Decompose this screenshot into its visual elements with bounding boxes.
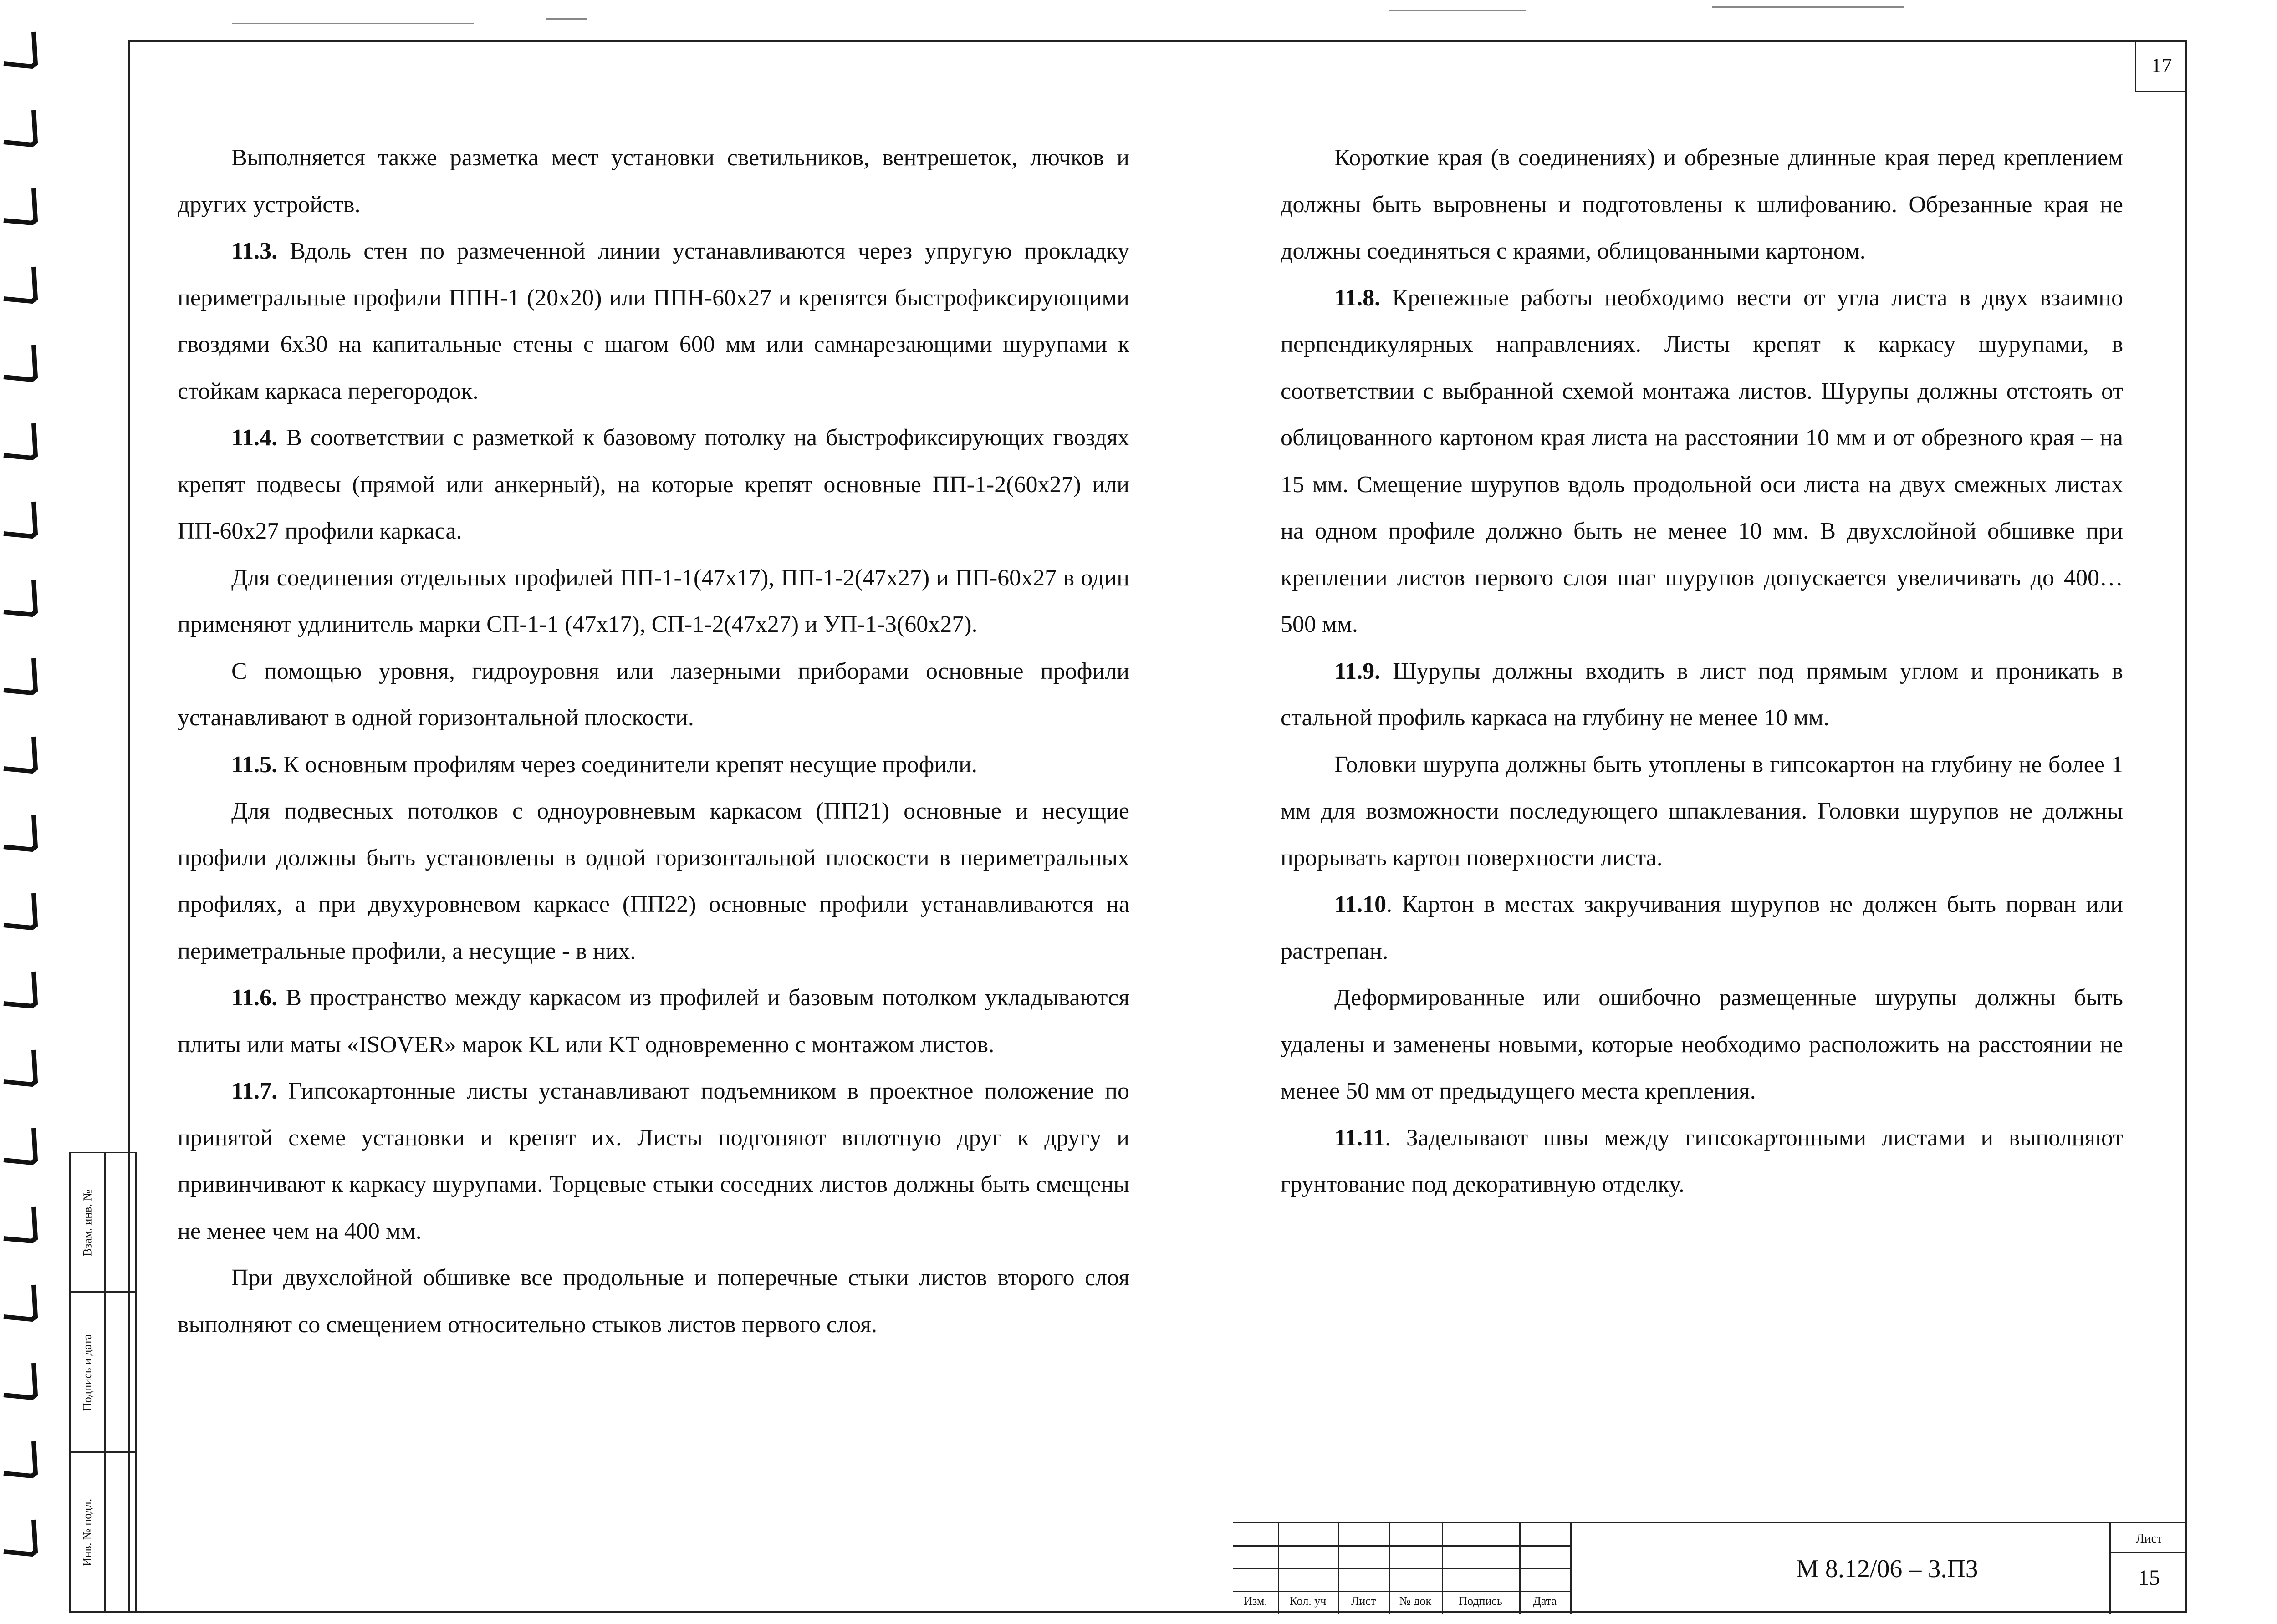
paragraph-text: Гипсокартонные листы устанавливают подъемником в проектное положение по принятой схеме установки и крепят их. Листы подгоняют вплотную друг к другу и привинчивают к каркасу шурупами. Торцевые стыки соседних листов должны быть смещены не менее чем на 400 мм.	[178, 1078, 1129, 1244]
paragraph-text: Короткие края (в соединениях) и обрезные длинные края перед креплением должны быть выровнены и подготовлены к шлифованию. Обрезанные края не должны соединяться с краями, облицованными картоном.	[1281, 145, 2123, 264]
paragraph	[178, 975, 1129, 1068]
corner-page-number: 17	[2135, 40, 2187, 92]
stamp-label-text: Взам. инв. №	[81, 1189, 94, 1257]
section-number: 11.10	[1334, 891, 1387, 917]
paragraph	[1281, 135, 2123, 275]
paragraph-text: Деформированные или ошибочно размещенные шурупы должны быть удалены и заменены новыми, которые необходимо расположить на расстоянии не менее 50 мм от предыдущего места крепления.	[1281, 985, 2123, 1104]
sheet-separator	[2111, 1552, 2187, 1553]
paragraph-text: Для подвесных потолков с одноуровневым каркасом (ПП21) основные и несущие профили должны быть установлены в одной горизонтальной плоскости в периметральных профилях, а при двухуровневом каркасе (ПП22) основные профили устанавливаются на периметральные профили, а несущие - в них.	[178, 798, 1129, 964]
scan-line	[232, 23, 474, 24]
paragraph-text: Головки шурупа должны быть утоплены в гипсокартон на глубину не более 1 мм для возможности последующего шпаклевания. Головки шурупов не должны прорывать картон поверхности листа.	[1281, 751, 2123, 871]
section-number: 11.5.	[231, 751, 278, 778]
binding-mark	[4, 188, 36, 223]
paragraph	[1281, 275, 2123, 648]
binding-mark	[4, 972, 36, 1006]
binding-mark	[4, 1050, 36, 1084]
header-quantity: Кол. уч	[1289, 1594, 1327, 1608]
header-sheet: Лист	[1351, 1594, 1376, 1608]
stamp-label-original	[71, 1453, 104, 1612]
binding-mark	[4, 893, 36, 928]
paragraph	[1281, 742, 2123, 882]
paragraph	[1281, 1115, 2123, 1208]
scan-line	[546, 18, 587, 20]
paragraph-text: Для соединения отдельных профилей ПП-1-1(47х17), ПП-1-2(47х27) и ПП-60х27 в один применяют удлинитель марки СП-1-1 (47х17), СП-1-2(47х27) и УП-1-3(60х27).	[178, 565, 1129, 637]
paragraph-text: Крепежные работы необходимо вести от угла листа в двух взаимно перпендикулярных направлениях. Листы крепят к каркасу шурупами, в соответствии с выбранной схемой монтажа листов. Шурупы должны отстоять от облицованного картоном края листа на расстоянии 10 мм и от обрезного края – на 15 мм. Смещение шурупов вдоль продольной оси листа на двух смежных листах на одном профиле должно быть не менее 10 мм. В двухслойной обшивке при креплении листов первого слоя шаг шурупов допускается увеличивать до 400…500 мм.	[1281, 285, 2123, 637]
binding-marks	[0, 18, 59, 1621]
header-date: Дата	[1533, 1594, 1557, 1608]
section-number: 11.8.	[1334, 285, 1381, 311]
paragraph	[178, 415, 1129, 555]
paragraph-text: Шурупы должны входить в лист под прямым углом и проникать в стальной профиль каркаса на глубину не менее 10 мм.	[1281, 658, 2123, 731]
paragraph-text: В пространство между каркасом из профилей и базовым потолком укладываются плиты или маты «ISOVER» марок KL или KT одновременно с монтажом листов.	[178, 985, 1129, 1058]
paragraph-text: При двухслойной обшивке все продольные и поперечные стыки листов второго слоя выполняют со смещением относительно стыков листов первого слоя.	[178, 1265, 1129, 1338]
binding-mark	[4, 32, 36, 66]
section-number: 11.9.	[1334, 658, 1381, 684]
section-number: 11.3.	[231, 238, 278, 264]
sheet-number: 15	[2138, 1566, 2160, 1590]
binding-mark	[4, 1441, 36, 1476]
binding-mark	[4, 815, 36, 850]
binding-mark	[4, 267, 36, 301]
binding-mark	[4, 502, 36, 536]
paragraph-text: . Заделывают швы между гипсокартонными листами и выполняют грунтование под декоративную отделку.	[1281, 1125, 2123, 1197]
section-number: 11.7.	[231, 1078, 278, 1104]
paragraph-text: . Картон в местах закручивания шурупов не должен быть порван или растрепан.	[1281, 891, 2123, 964]
stamp-label-text: Инв. № подл.	[81, 1498, 94, 1567]
section-number: 11.4.	[231, 425, 278, 451]
paragraph	[178, 742, 1129, 789]
binding-mark	[4, 110, 36, 145]
paragraph	[178, 555, 1129, 648]
document-code: М 8.12/06 – 3.ПЗ	[1570, 1523, 2202, 1614]
paragraph-text: К основным профилям через соединители крепят несущие профили.	[277, 751, 977, 778]
stamp-label-replacement	[71, 1153, 104, 1293]
header-change: Изм.	[1244, 1594, 1267, 1608]
binding-mark	[4, 1363, 36, 1398]
binding-mark	[4, 1285, 36, 1319]
binding-mark	[4, 1520, 36, 1554]
revision-table	[1233, 1523, 1570, 1614]
paragraph	[178, 228, 1129, 415]
scan-line	[1389, 10, 1526, 11]
title-block	[1233, 1522, 2187, 1613]
header-signature: Подпись	[1459, 1594, 1502, 1608]
paragraph-text: В соответствии с разметкой к базовому потолку на быстрофиксирующих гвоздях крепят подвесы (прямой или анкерный), на которые крепят основные ПП-1-2(60х27) или ПП-60х27 профили каркаса.	[178, 425, 1129, 544]
sheet-label: Лист	[2135, 1532, 2163, 1546]
paragraph	[178, 788, 1129, 975]
binding-mark	[4, 423, 36, 458]
right-text-column	[1281, 135, 2123, 1208]
stamp-label-signature	[71, 1293, 104, 1453]
header-doc-number: № док	[1399, 1594, 1432, 1608]
binding-mark	[4, 1207, 36, 1241]
paragraph	[1281, 648, 2123, 742]
binding-mark	[4, 1128, 36, 1163]
section-number: 11.11	[1334, 1125, 1385, 1151]
binding-mark	[4, 737, 36, 771]
paragraph	[1281, 881, 2123, 975]
binding-mark	[4, 345, 36, 380]
left-text-column	[178, 135, 1129, 1348]
stamp-label-text: Подпись и дата	[81, 1334, 94, 1411]
paragraph	[178, 1255, 1129, 1348]
paragraph	[178, 648, 1129, 742]
binding-mark	[4, 580, 36, 615]
paragraph	[178, 1068, 1129, 1255]
paragraph-text: С помощью уровня, гидроуровня или лазерными приборами основные профили устанавливают в одной горизонтальной плоскости.	[178, 658, 1129, 731]
section-number: 11.6.	[231, 985, 278, 1011]
paragraph-text: Выполняется также разметка мест установки светильников, вентрешеток, лючков и других устройств.	[178, 145, 1129, 218]
paragraph	[1281, 975, 2123, 1115]
paragraph-text: Вдоль стен по размеченной линии устанавливаются через упругую прокладку периметральные профили ППН-1 (20х20) или ППН-60х27 и крепятся быстрофиксирующими гвоздями 6х30 на капитальные стены с шагом 600 мм или самнарезающими шурупами к стойкам каркаса перегородок.	[178, 238, 1129, 404]
sheet-number-box	[2109, 1523, 2187, 1614]
paragraph	[178, 135, 1129, 228]
binding-mark	[4, 658, 36, 693]
side-stamp	[69, 1152, 137, 1613]
scan-line	[1712, 6, 1904, 8]
